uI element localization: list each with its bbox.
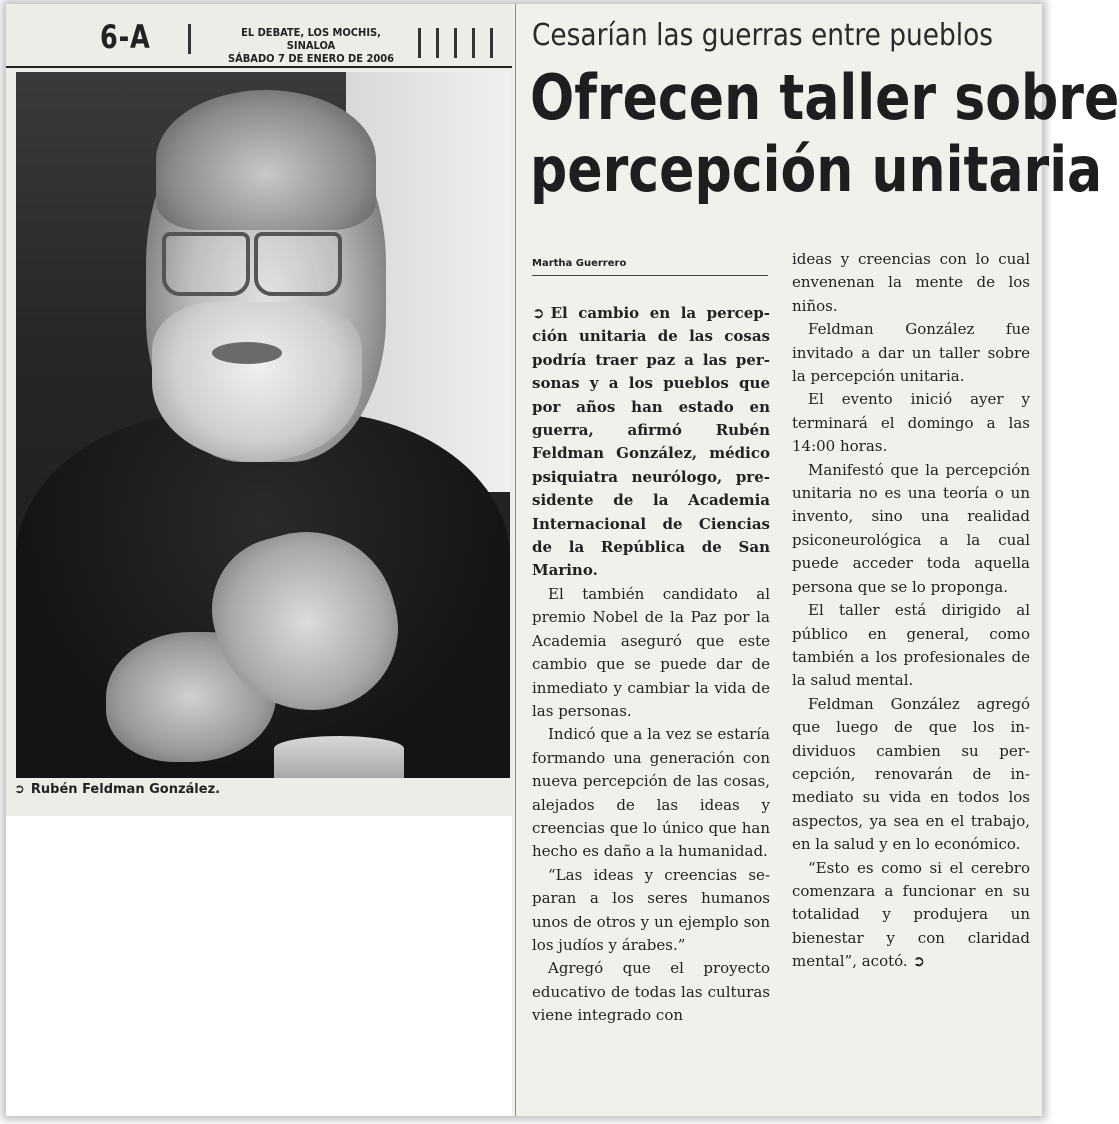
paragraph: El taller está dirigido al público en general, como también a los profesionales de la salud mental. — [792, 601, 1030, 690]
article-kicker: Cesarían las guerras entre pueblos — [532, 18, 994, 53]
paragraph: Feldman González fue invitado a dar un taller sobre la percepción unitaria. — [792, 320, 1030, 386]
dateline — [216, 26, 406, 65]
dateline-publication: EL DEBATE, LOS MOCHIS, SINALOA — [241, 26, 381, 52]
arrow-icon: ➲ — [14, 782, 25, 797]
headline-line: percepción unitaria — [530, 133, 1103, 206]
photo-mouth — [212, 342, 282, 364]
photo-glass — [274, 736, 404, 778]
photo-hair — [156, 90, 376, 230]
paragraph: ideas y creencias con lo cual envenenan la mente de los niños. — [792, 250, 1030, 315]
lead-paragraph — [532, 302, 770, 583]
lead-text: El cambio en la percepción unitaria de las cosas podría traer paz a las personas y a los pueblos que por años han estado en guerra, afirmó Rubén Feldman González, médico psiquiatra neurólogo, presidente de la Academia Internacional de Ciencias de la República de San Marino. — [532, 304, 770, 580]
byline: Martha Guerrero — [532, 258, 768, 276]
end-mark-icon: ➲ — [912, 952, 926, 971]
article-column-1 — [532, 302, 770, 1028]
paragraph — [792, 857, 1030, 974]
paragraph: Manifestó que la percepción unitaria no es una teoría o un invento, sino una realidad psiconeurológica a la cual puede acceder toda aquella persona que se lo proponga. — [792, 460, 1030, 596]
header-divider — [188, 24, 191, 54]
paragraph: El evento inició ayer y terminará el domingo a las 14:00 horas. — [792, 390, 1030, 456]
header-bar — [454, 28, 457, 58]
paragraph: El también candidato al premio Nobel de la Paz por la Academia aseguró que este cambio que se puede dar de inmediato y cambiar la vida de las personas. — [532, 584, 770, 720]
closing-text: “Esto es como si el cerebro comenzara a funcionar en su totalidad y produjera un bienestar y con claridad mental”, acotó. — [792, 858, 1030, 971]
paragraph: “Las ideas y creencias separan a los seres humanos unos de otros y un ejemplo son los judíos y árabes.” — [532, 865, 770, 954]
page-number: 6-A — [100, 18, 151, 56]
paragraph: Indicó que a la vez se estaría formando una generación con nueva percepción de las cosas, alejados de las ideas y creencias que lo único que han hecho es daño a la humanidad. — [532, 725, 770, 861]
paragraph: Agregó que el proyecto educativo de todas las culturas viene integrado con — [532, 959, 770, 1025]
header-bar — [472, 28, 475, 58]
header-bar — [436, 28, 439, 58]
page-header — [6, 4, 512, 68]
photo-caption — [14, 782, 494, 797]
arrow-icon: ➲ — [532, 304, 545, 322]
paragraph: Feldman González agregó que luego de que los individuos cambien su percepción, renovarán de inmediato su vida en todos los aspectos, ya sea en el trabajo, en la salud y en lo económico. — [792, 694, 1030, 854]
headline-line: Ofrecen taller sobre — [530, 61, 1119, 134]
header-bar — [490, 28, 493, 58]
article-column-2 — [792, 248, 1030, 974]
caption-text: Rubén Feldman González. — [30, 782, 221, 797]
article-headline — [530, 61, 1119, 206]
column-rule — [515, 4, 516, 1116]
photo-beard — [152, 302, 362, 462]
header-bar — [418, 28, 421, 58]
photo-glasses-left — [162, 232, 250, 296]
dateline-date: SÁBADO 7 DE ENERO DE 2006 — [227, 52, 395, 65]
photo-glasses-right — [254, 232, 342, 296]
portrait-photo — [16, 72, 510, 778]
